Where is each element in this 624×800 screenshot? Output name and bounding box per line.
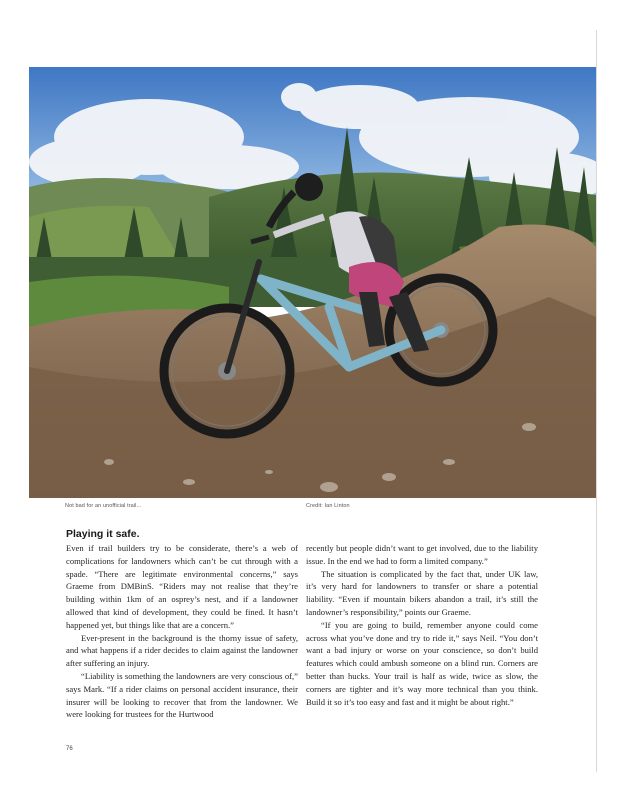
article-column-left [66, 542, 298, 721]
paragraph: recently but people didn’t want to get involved, due to the liability issue. In the end we had to form a limited company.” [306, 543, 538, 566]
paragraph: “If you are going to build, remember anyone could come across what you’ve done and try to ride it,” says Neil. “You don’t want a bad injury or worse on your conscience, so don’t build features which could ambush someone on a blind run. Corners are better than hucks. Your trail is half as wide, twice as slow, the corners are tighter and it’s way more technical than you think. Build it so it’s too easy and fast and it might be about right.” [306, 619, 538, 707]
paragraph: Ever-present in the background is the thorny issue of safety, and what happens if a rider decides to claim against the landowner after suffering an injury. [66, 632, 298, 669]
section-heading: Playing it safe. [66, 528, 140, 540]
photo-credit: Credit: Ian Linton [306, 503, 350, 509]
article-photo [29, 67, 596, 498]
page-edge-rule [596, 30, 597, 772]
page-number: 76 [66, 746, 73, 752]
paragraph: “Liability is something the landowners are very conscious of,” says Mark. “If a rider claims on personal accident insurance, their insurer will be looking to recover that from the landowner. We were looking for trustees for the Hurtwood [66, 670, 298, 720]
article-column-right [306, 542, 538, 708]
photo-caption: Not bad for an unofficial trail... [65, 503, 142, 509]
mountain-bike-photo-illustration [29, 67, 596, 498]
paragraph: The situation is complicated by the fact that, under UK law, it’s very hard for landowners to transfer or share a potential liability. “Even if mountain bikers abandon a trail, it’s still the landowner’s responsibility,” points our Graeme. [306, 568, 538, 617]
paragraph: Even if trail builders try to be considerate, there’s a web of complications for landowners which can’t be cut through with a spade. “There are legitimate environmental concerns,” says Graeme from DMBinS. “Riders may not realise that they’re building within 1km of an osprey’s nest, and if a landowner allowed that kind of development, they could be fined. It hasn’t happened yet, but things like that are a concern.” [66, 543, 298, 630]
